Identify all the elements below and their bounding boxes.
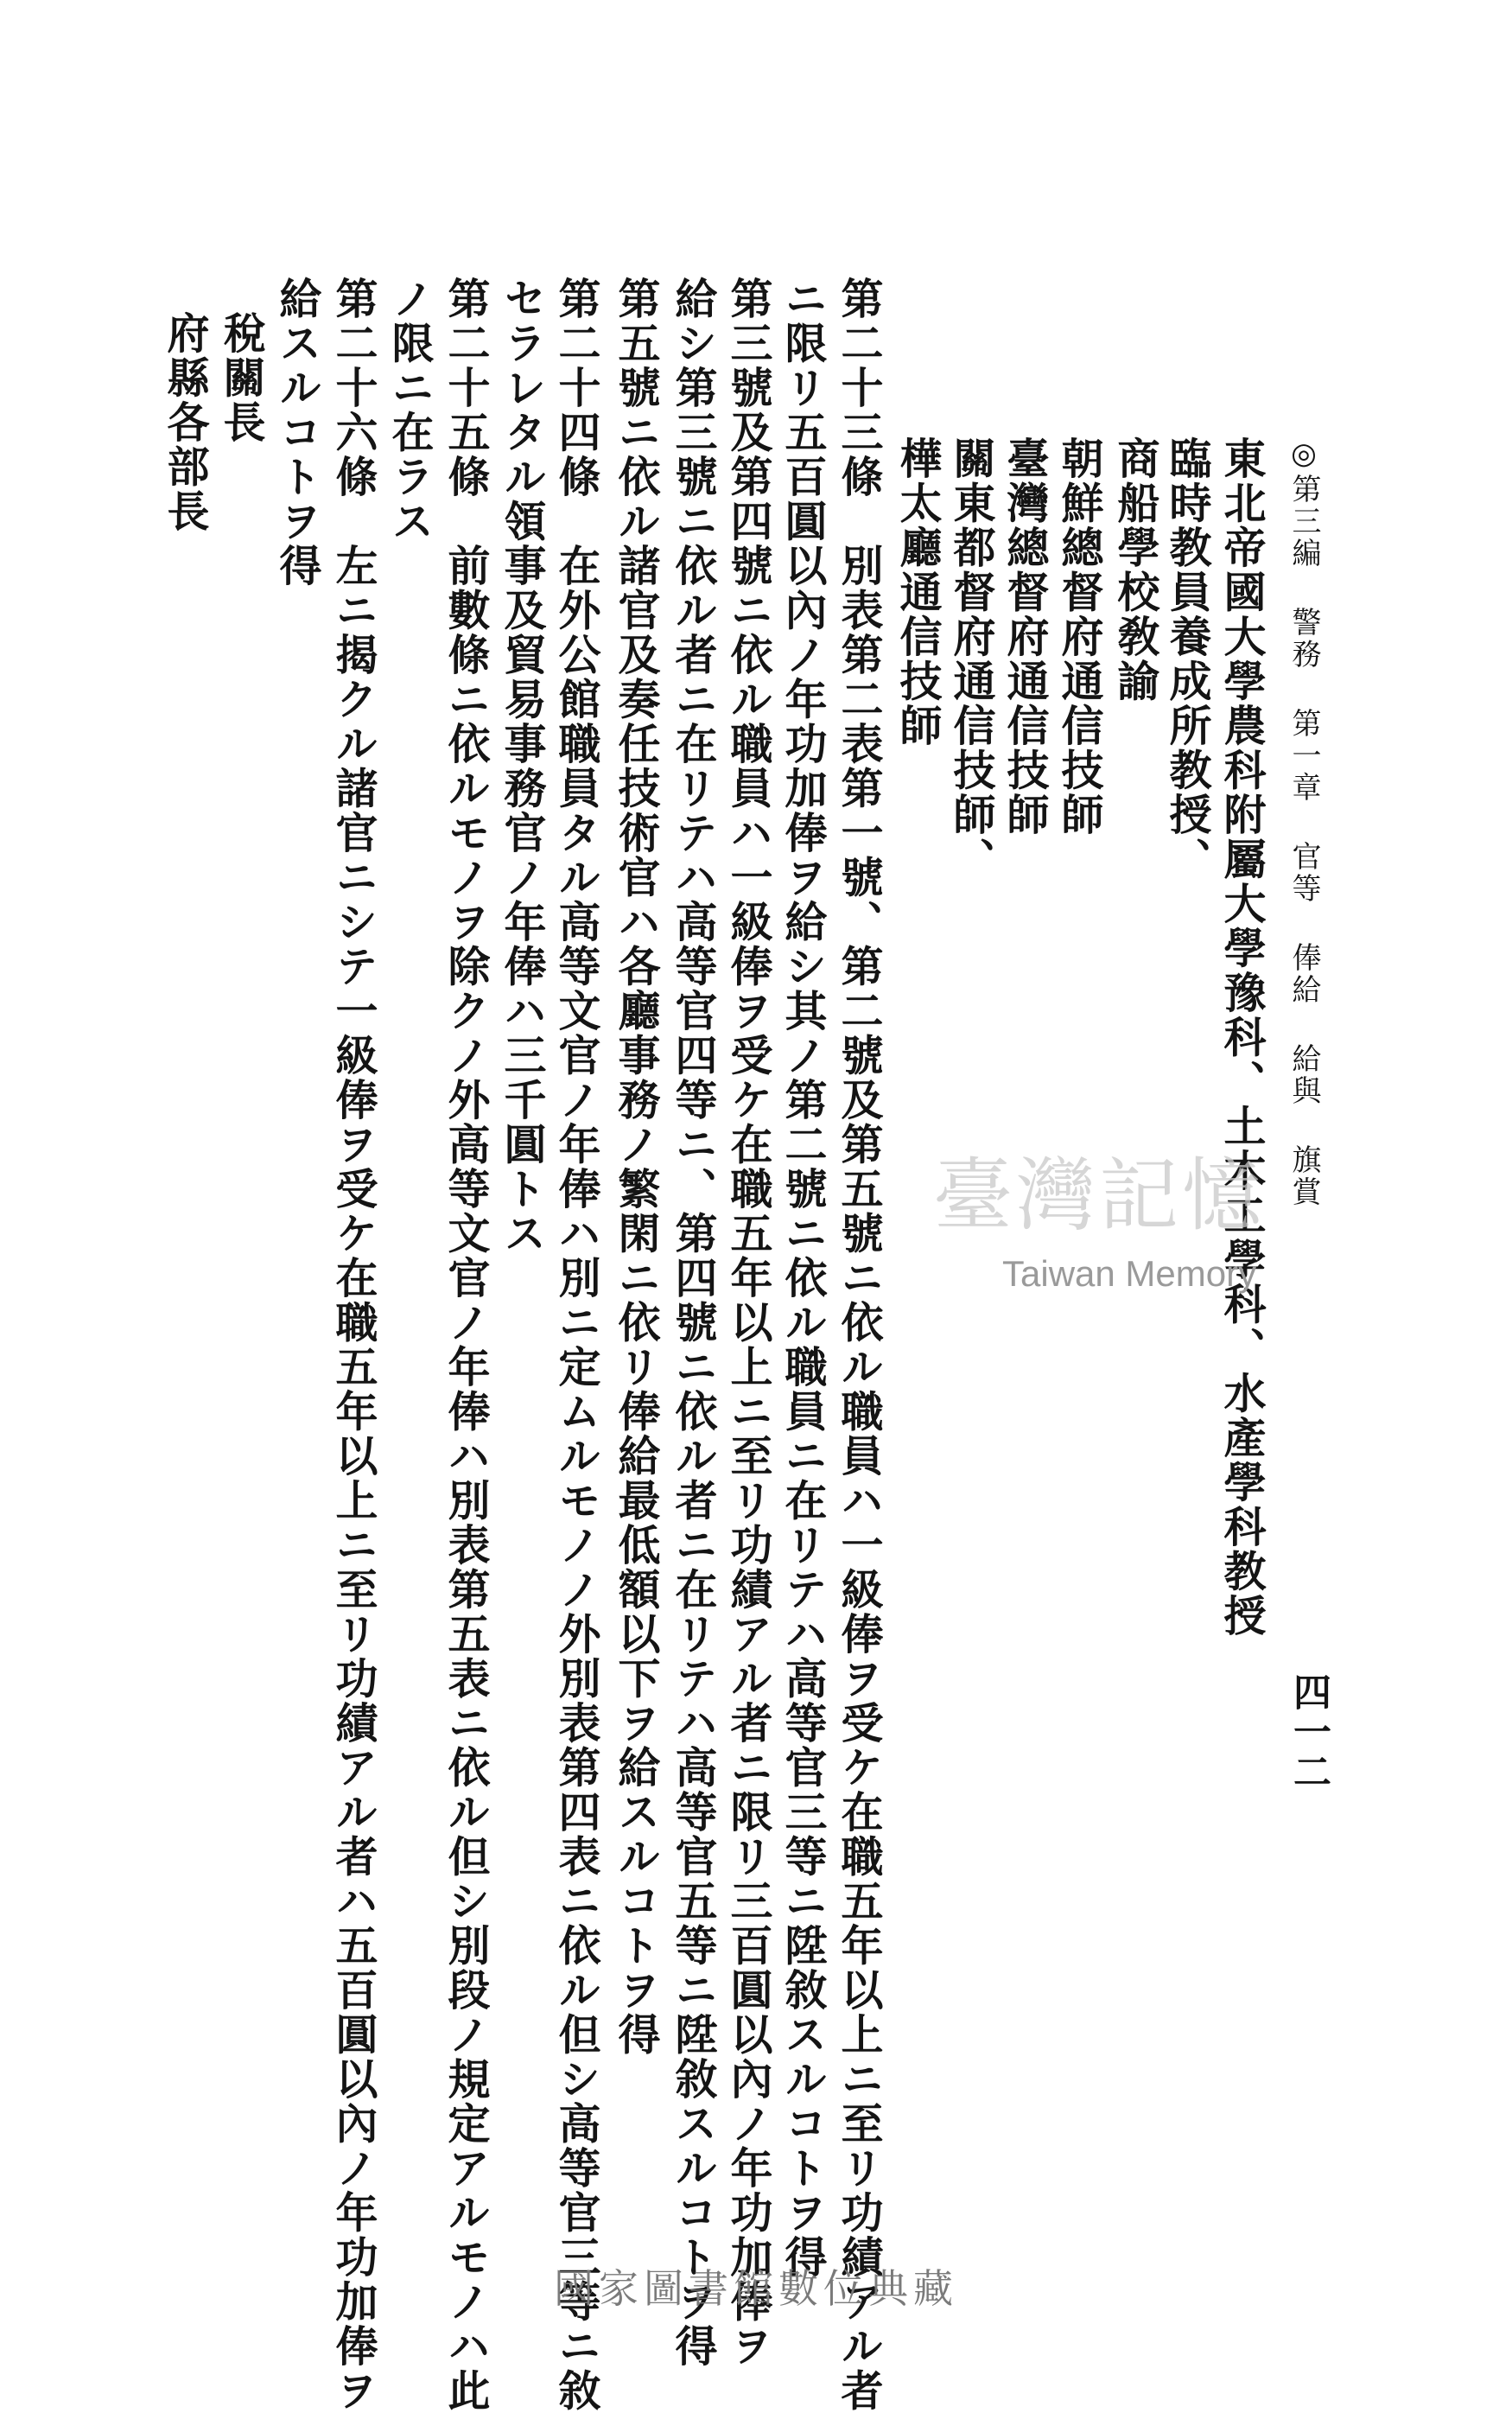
article-26-line-1: 第二十六條 左ニ揭クル諸官ニシテ一級俸ヲ受ケ在職五年以上ニ至リ功績アル者ハ五百圓以內ノ年功加俸ヲ — [329, 277, 379, 2413]
page-number: 四一二 — [1286, 1672, 1331, 1792]
footer-collection-credit: 國家圖書館數位典藏 — [554, 2265, 958, 2312]
article-23-line-5: 第五號ニ依ル諸官及奏任技術官ハ各廳事務ノ繁閑ニ依リ俸給最低額以下ヲ給スルコトヲ得 — [612, 277, 662, 2057]
article-23-line-2: ニ限リ五百圓以內ノ年功加俸ヲ給シ其ノ第二號ニ依ル職員ニ在リテハ高等官三等ニ陞敘スルコトヲ得 — [778, 277, 829, 2280]
text-column-prefecture-chiefs: 府縣各部長 — [161, 311, 211, 534]
article-25-line-2: ノ限ニ在ラス — [385, 277, 435, 544]
watermark-english: Taiwan Memory — [1002, 1253, 1257, 1294]
text-column-2: 臨時教員養成所教授、 — [1163, 436, 1213, 882]
text-column-7: 樺太廳通信技師 — [893, 436, 943, 748]
article-23-line-4: 給シ第三號ニ依ル者ニ在リテハ高等官四等ニ、第四號ニ依ル者ニ在リテハ高等官五等ニ陞敘スルコトヲ得 — [669, 277, 719, 2369]
text-column-4: 朝鮮總督府通信技師 — [1055, 436, 1105, 837]
text-column-1: 東北帝國大學農科附屬大學豫科、土木工學科、水產學科教授 — [1217, 436, 1267, 1639]
article-24-line-1: 第二十四條 在外公館職員タル高等文官ノ年俸ハ別ニ定ムルモノノ外別表第四表ニ依ル但シ高等官三等ニ敘 — [552, 277, 602, 2413]
text-column-6: 關東都督府通信技師、 — [947, 436, 997, 882]
running-header: ◎第三編 警務 第一章 官等 俸給 給與 旗賞 — [1286, 436, 1321, 1208]
text-column-tax-chief: 稅關長 — [217, 311, 267, 445]
article-23-line-3: 第三號及第四號ニ依ル職員ハ一級俸ヲ受ケ在職五年以上ニ至リ功績アル者ニ限リ三百圓以內ノ年功加俸ヲ — [724, 277, 774, 2369]
article-23-line-1: 第二十三條 別表第二表第一號、第二號及第五號ニ依ル職員ハ一級俸ヲ受ケ在職五年以上ニ至リ功績アル者 — [835, 277, 885, 2413]
article-25-line-1: 第二十五條 前數條ニ依ルモノヲ除クノ外高等文官ノ年俸ハ別表第五表ニ依ル但シ別段ノ規定アルモノハ此 — [442, 277, 492, 2413]
watermark-chinese: 臺灣記憶 — [933, 1149, 1266, 1242]
article-26-line-2: 給スルコトヲ得 — [273, 277, 323, 589]
text-column-5: 臺灣總督府通信技師 — [1001, 436, 1051, 837]
text-column-3: 商船學校敎諭 — [1111, 436, 1161, 704]
article-24-line-2: セラレタル領事及貿易事務官ノ年俸ハ三千圓トス — [498, 277, 548, 1256]
